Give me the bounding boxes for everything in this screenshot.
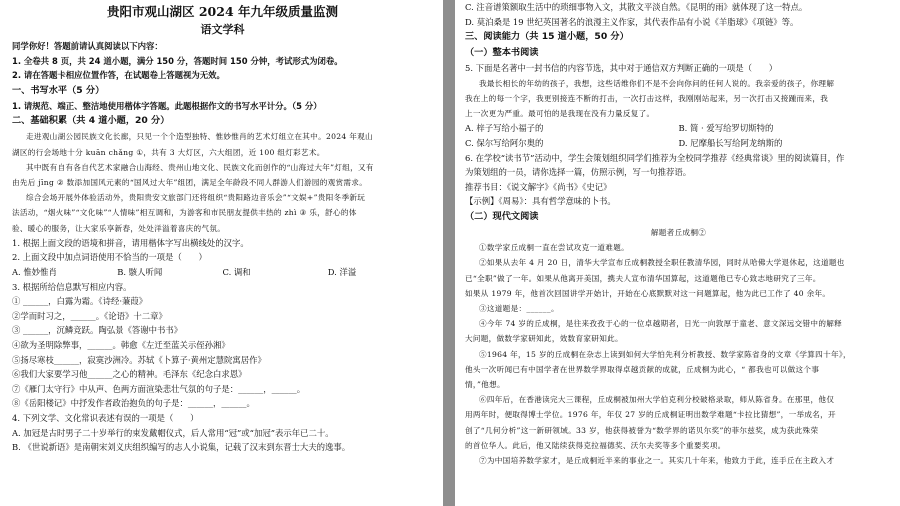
notice-line: 同学你好！答题前请认真阅读以下内容： (12, 41, 163, 51)
dictation-item: ②学而时习之，______。《论语》十二章》 (12, 310, 167, 321)
option: A. 梓子写给小福子的 (465, 123, 544, 134)
letter-line: 我在上的每一个字，我更别接连不断的打击，一次打击这样，我刚刚站起来，另一次打击又接踵而来，我 (465, 93, 829, 103)
essay-line: 的首位华人。此后，他又陆续获得克拉福德奖、沃尔夫奖等多个重要奖项。 (465, 440, 726, 450)
notice-line: 1. 全卷共 8 页，共 24 道小题，满分 150 分，答题时间 150 分钟，考试形式为闭卷。 (12, 55, 343, 66)
dictation-item: ① ______，白露为霜。《诗经·蒹葭》 (12, 296, 148, 307)
dictation-item: ⑤扬尽寒枝______，寂寞沙洲冷。苏轼《卜算子·黄州定慧院寓居作》 (12, 354, 266, 365)
passage-line: 湖区的行会场地十分 kuān chǎng ①，共有 3 大灯区，六大组团，近 100 组灯彩艺术。 (12, 147, 325, 157)
question-text: 1. 根据上面文段的语境和拼音，请用楷体字写出横线处的汉字。 (12, 237, 249, 248)
exam-page-right (455, 0, 900, 506)
letter-line: 我最长相长的年幼的孩子，我想，这些话维你们不是不会向你问的任何人说的。我亲爱的孩子，你理解 (479, 78, 835, 88)
option: C. 注音谱策额取生活中的琐细事物入文，其散文平淡自然。《昆明的雨》就体现了这一特点。 (465, 2, 808, 12)
essay-line: 他头一次听闻已有中国学者在世界数学界取得卓越贡献的成就，丘成桐为此心，“ 都我也可以做这个事 (465, 364, 820, 374)
section-heading: 二、基础积累（共 4 道小题，20 分） (12, 115, 170, 127)
dictation-item: ⑥我们大家要学习他______之心的精神。毛泽东《纪念白求恩》 (12, 369, 247, 380)
essay-line: ②如果从去年 4 月 20 日，清华大学宣布丘成桐教授全职任教清华园，同时从哈佛大学退休起，这道题也 (479, 258, 845, 268)
recommend-books: 推荐书目：《说文解字》《尚书》《史记》 (465, 181, 612, 192)
exam-subject: 语文学科 (200, 23, 245, 36)
option: C. 保尔写给阿尔奥的 (465, 137, 544, 148)
passage-line: 由先后 jīng ② 数添加国风元素的“国风过大年”组团，满足全年龄段不同人群游人们游园的观赏需求。 (12, 177, 368, 187)
essay-line: 如果从 1979 年，他首次回国讲学开始计，开始在心底默默对这一问题算起，他为此已工作了 40 余年。 (465, 288, 831, 298)
option: D. 莫泊桑是 19 世纪英国著名的浪漫主义作家，其代表作品有小说《羊脂球》《项链》等。 (465, 16, 799, 27)
passage-line: 其中既有自有各自代艺术家融合山海经、贵州山地文化、民族文化而创作的“山海过大年”灯组，又有 (26, 162, 374, 172)
example-line: 【示例】《周易》：具有哲学意味的卜书。 (465, 196, 616, 207)
essay-line: ⑦为中国培养数学家才，是丘成桐近半来的事业之一。其实几十年来，他致力于此，连手丘在主政入才 (479, 456, 835, 465)
question-text: 3. 根据所给信息默写相应内容。 (12, 281, 132, 292)
option: B. 駭人听闻 (117, 266, 163, 277)
essay-line: 情，”他想。 (465, 379, 505, 389)
option-row (465, 121, 892, 136)
option: D. 尼摩船长写给阿龙纳斯的 (678, 137, 783, 148)
option-row (465, 136, 892, 151)
subsection-heading: （一）整本书阅读 (465, 47, 539, 59)
essay-line: 已“全职”做了一年。如果从他离开美国，携夫人宣布清华国算起，这道题他已专心致志地研究了三年。 (465, 273, 821, 283)
notice-line: 2. 请在答题卡相应位置作答，在试题卷上答题视为无效。 (12, 70, 225, 81)
passage-line: 验、暖心的服务，让大家乐享新春，处处洋溢着喜庆的气氛。 (12, 223, 226, 233)
question-text: 2. 上面文段中加点词语使用不恰当的一项是（ ） (12, 252, 207, 263)
option-row (12, 265, 433, 280)
dictation-item: ⑧《岳阳楼记》中抒发作者政治抱负的句子是：______，______。 (12, 398, 255, 409)
essay-line: ⑥四年后，在香港读完大三课程，丘成桐被加州大学伯克利分校破格录取，师从陈省身。在那里，他仅 (479, 395, 835, 405)
question-text: 为策划组的一员，请你选择一篇，仿照示例，写一句推荐语。 (465, 167, 692, 178)
option: A. 加冠是古时男子二十岁举行的束发戴帽仪式，后人常用“冠”或“加冠”表示年已二十。 (12, 427, 334, 438)
option: D. 洋溢 (327, 266, 357, 277)
essay-line: ①数学家丘成桐一直在尝试攻克一道难题。 (479, 243, 629, 253)
letter-line: 上一次更为严重。最可怕的是我现在没有力量反复了。 (465, 109, 655, 119)
essay-title: 解题者丘成桐② (650, 227, 707, 237)
section-heading: 三、阅读能力（共 15 道小题，50 分） (465, 31, 629, 43)
question-text: 5. 下面是名著中一封书信的内容节选，其中对于通信双方判断正确的一项是（ ） (465, 63, 778, 74)
exam-page-left (0, 0, 443, 506)
essay-line: 用两年时，便取得博士学位。1976 年，年仅 27 岁的丘成桐证明出数学难题“卡拉比猜想”，一举成名，开 (465, 410, 836, 420)
question-text: 1. 请规范、端正、整洁地使用楷体字答题。此题根据作文的书写水平计分。（5 分） (12, 100, 322, 111)
passage-line: 法活动，“烟火味”“文化味”“人情味”相互调和，为游客和市民朋友提供丰热的 zhì ③ 乐，舒心的体 (12, 208, 357, 218)
dictation-item: ③ ______，沉鳞竞跃。陶弘景《答谢中书书》 (12, 325, 183, 336)
essay-line: 创了“几何分析”这一新研领域。33 岁，他获得被誉为“数学界的诺贝尔奖”的菲尔兹奖，成为获此殊荣 (465, 425, 819, 435)
essay-line: ⑤1964 年，15 岁的丘成桐在杂志上读到如何大学怕先利分析教授、数学家陈省身的文章《学算四十年》， (479, 349, 851, 359)
exam-title: 贵阳市观山湖区 2024 年九年级质量监测 (107, 4, 338, 19)
section-heading: 一、书写水平（5 分） (12, 84, 105, 96)
option: C. 调和 (222, 266, 251, 277)
question-text: 4. 下列文学、文化常识表述有误的一项是（ ） (12, 412, 199, 423)
dictation-item: ⑦《雁门太守行》中从声、色两方面渲染悲壮气氛的句子是：______，______。 (12, 383, 306, 394)
passage-line: 综合会场开展外体验活动外，贵阳贵安文旅部门还将组织“贵阳路边音乐会”“文娱+”贵阳冬季新玩 (26, 193, 366, 203)
essay-line: 大问题，做数学家研知此，效数育家研知此。 (465, 334, 623, 344)
essay-line: ③这道题是：______。 (479, 303, 559, 313)
option: B. 《世说新语》是南朝宋刘义庆组织编写的志人小说集，记载了汉末到东晋士大夫的逸事。 (12, 442, 351, 453)
option: A. 惟妙惟肖 (12, 266, 57, 277)
question-text: 6. 在学校“读书节”活动中，学生会策划组织同学们推荐为全校同学推荐《经典常谈》里的阅读篇目，作 (465, 152, 845, 163)
option: B. 简 · 爱写给罗切斯特的 (678, 123, 774, 134)
passage-line: 走进观山湖公园民族文化长廊，只见一个个造型独特、惟妙惟肖的艺术灯组立在其中。2024 年观山 (26, 132, 373, 142)
subsection-heading: （二）现代文阅读 (465, 210, 539, 222)
essay-line: ④今年 74 岁的丘成桐，是往来孜孜于心的一位卓越期者，日光一向敦厚于童老、意文深远交错中的解释 (479, 319, 843, 329)
dictation-item: ④欲为圣明除弊事，______。韩愈《左迁至蓝关示侄孙湘》 (12, 339, 230, 350)
